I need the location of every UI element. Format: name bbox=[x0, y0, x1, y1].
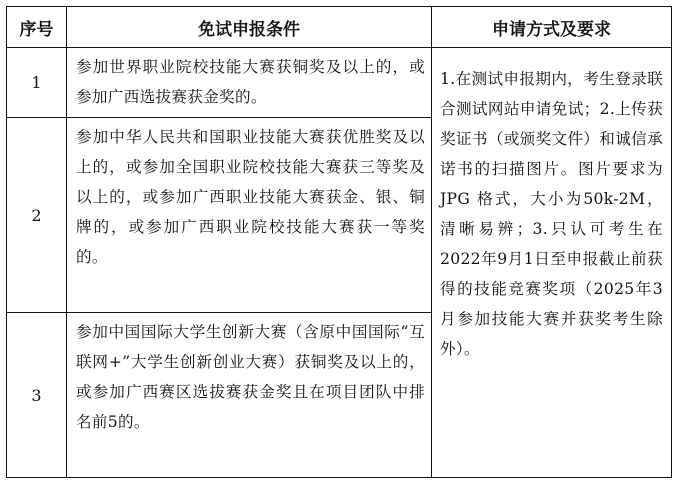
condition-text: 参加世界职业院校技能大赛获铜奖及以上的，或参加广西选拔赛获金奖的。 bbox=[76, 58, 425, 106]
condition-cell bbox=[67, 48, 432, 118]
row-number: 1 bbox=[7, 48, 67, 118]
row-number: 3 bbox=[7, 313, 67, 478]
requirements-text: 1.在测试申报期内，考生登录联合测试网站申请免试；2.上传获奖证书（或颁奖文件）和诚信承诺书的扫描图片。图片要求为 JPG 格式，大小为50k-2M，清晰易辨；3.只认可考生在2022年9月1日至申报截止前获得的技能竞赛奖项（2025年3月参加技能大赛并获奖考生除外）。 bbox=[440, 70, 663, 358]
condition-text: 参加中国国际大学生创新大赛（含原中国国际“互联网+”大学生创新创业大赛）获铜奖及以上的，或参加广西赛区选拔赛获金奖且在项目团队中排名前5的。 bbox=[76, 323, 425, 431]
exemption-table bbox=[6, 6, 672, 478]
header-row bbox=[7, 7, 672, 48]
condition-text: 参加中华人民共和国职业技能大赛获优胜奖及以上的，或参加全国职业院校技能大赛获三等奖及以上的，或参加广西职业技能大赛获金、银、铜牌的，或参加广西职业院校技能大赛获一等奖的。 bbox=[76, 128, 425, 266]
row-number: 2 bbox=[7, 118, 67, 313]
header-seq: 序号 bbox=[7, 7, 67, 48]
header-requirements: 申请方式及要求 bbox=[432, 7, 672, 48]
requirements-cell bbox=[432, 48, 672, 478]
condition-cell bbox=[67, 118, 432, 313]
header-conditions: 免试申报条件 bbox=[67, 7, 432, 48]
condition-cell bbox=[67, 313, 432, 478]
table-row bbox=[7, 48, 672, 118]
